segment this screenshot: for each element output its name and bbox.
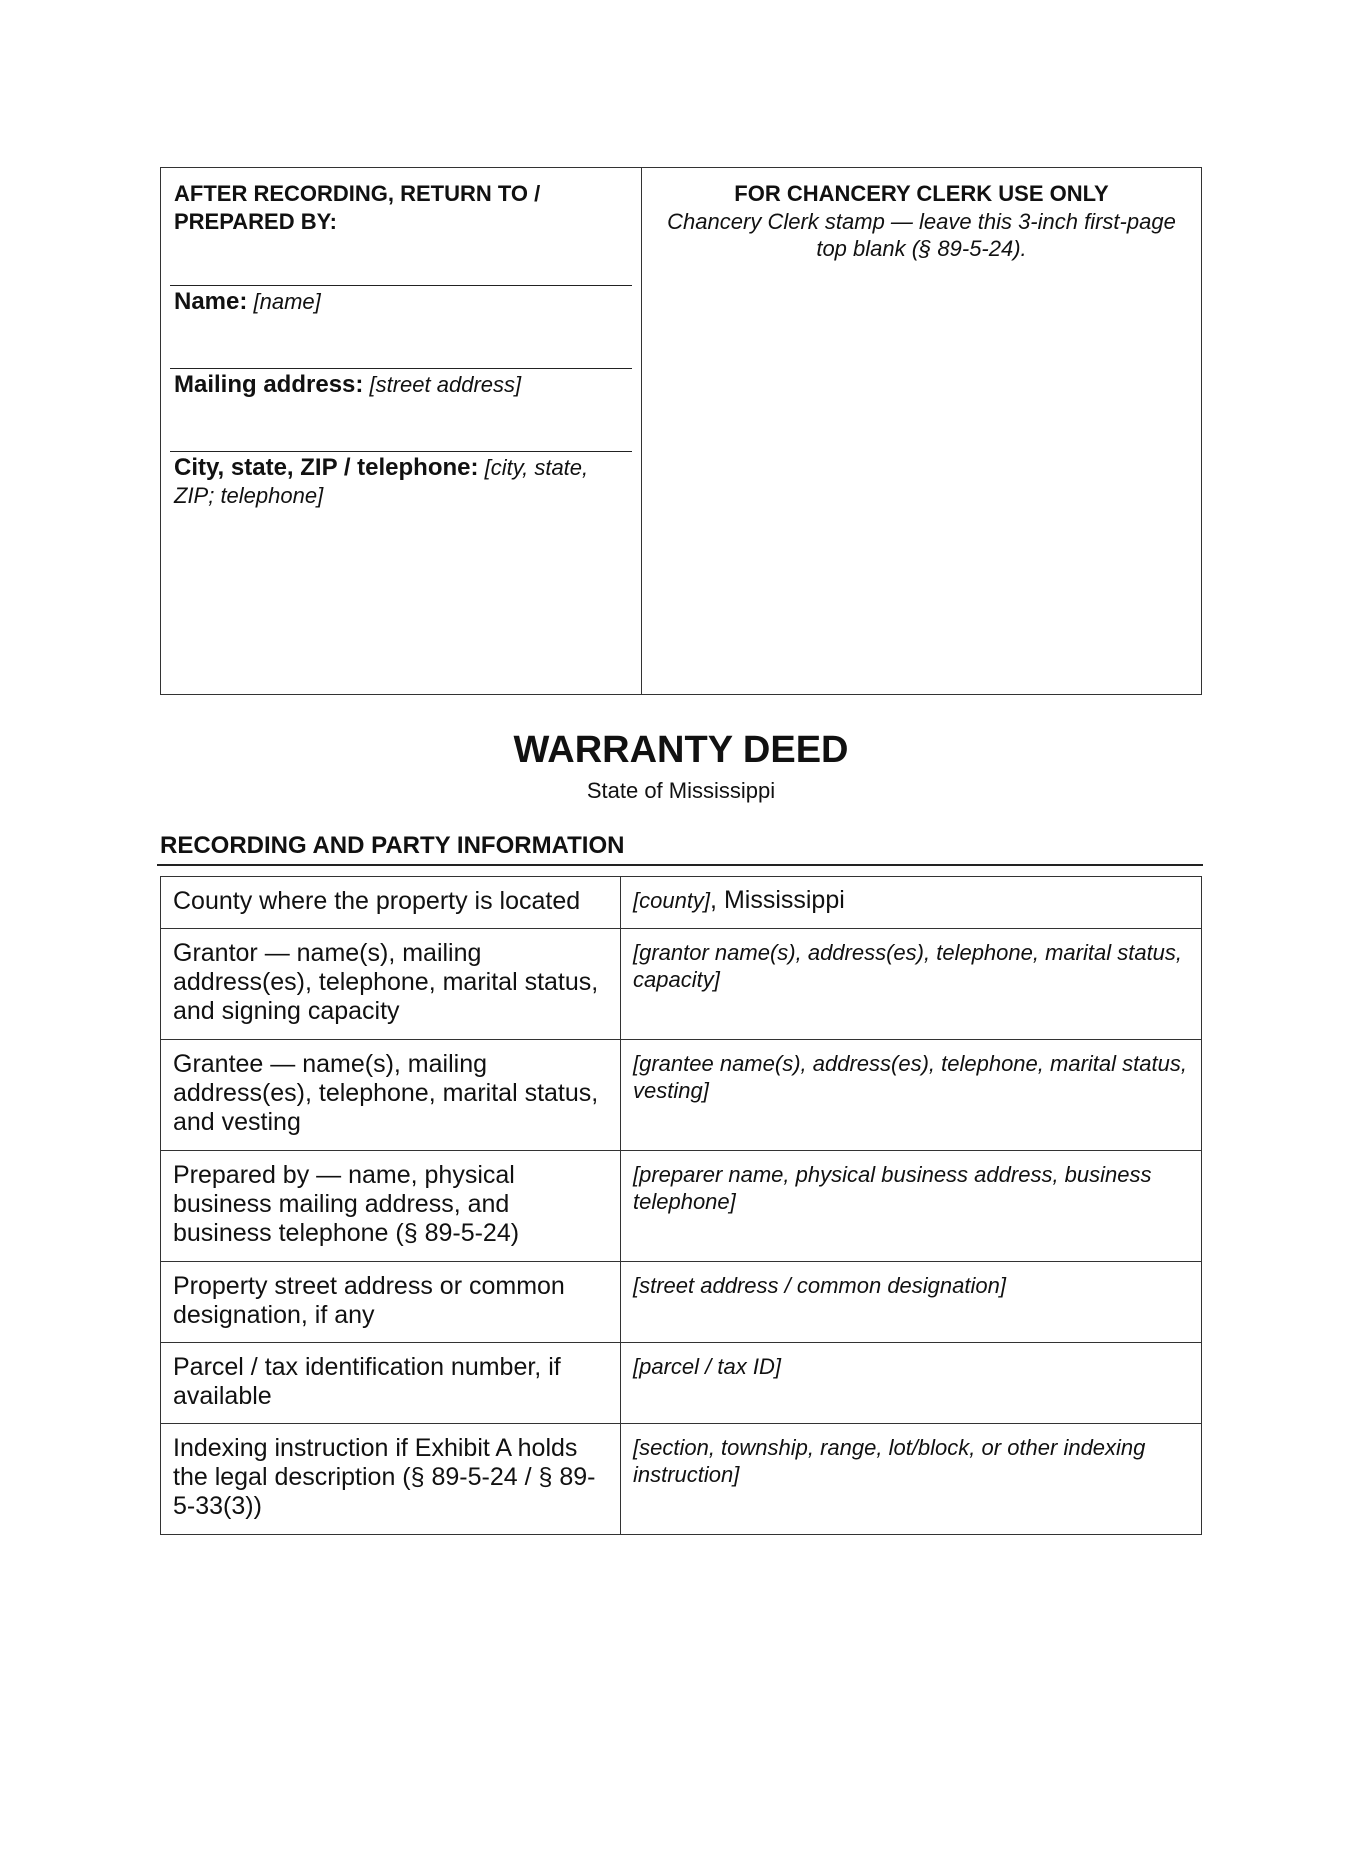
county-placeholder: [county] [633,888,711,913]
name-label: Name: [174,288,248,315]
table-row [161,1151,1202,1262]
row-label: County where the property is located [161,877,621,929]
document-title: WARRANTY DEED [513,729,849,771]
deed-page [160,167,1204,1520]
row-value: [parcel / tax ID] [621,1343,1202,1424]
name-field [174,288,630,316]
section-heading: RECORDING AND PARTY INFORMATION [160,832,625,859]
row-label: Indexing instruction if Exhibit A holds the legal description (§ 89-5-24 / § 89-5-33(3)) [161,1424,621,1535]
clerk-note: Chancery Clerk stamp — leave this 3-inch first-page top blank (§ 89-5-24). [667,209,1176,261]
row-label: Parcel / tax identification number, if available [161,1343,621,1424]
row-value: [grantee name(s), address(es), telephone, marital status, vesting] [621,1040,1202,1151]
mailing-line [170,368,632,369]
mailing-label: Mailing address: [174,371,364,398]
clerk-use-panel [642,168,1201,694]
section-rule [157,864,1203,866]
table-row [161,1343,1202,1424]
row-value: [grantor name(s), address(es), telephone, marital status, capacity] [621,929,1202,1040]
mailing-field [174,371,630,399]
row-label: Grantee — name(s), mailing address(es), telephone, marital status, and vesting [161,1040,621,1151]
recording-header-box [160,167,1202,695]
city-field [174,454,630,510]
row-value: [section, township, range, lot/block, or other indexing instruction] [621,1424,1202,1535]
table-row [161,1040,1202,1151]
document-subtitle: State of Mississippi [586,778,776,803]
party-info-table [160,876,1202,1535]
table-row [161,929,1202,1040]
city-placeholder: [city, state, ZIP; telephone] [174,455,589,508]
row-value [621,877,1202,929]
clerk-title: FOR CHANCERY CLERK USE ONLY [734,181,1109,206]
return-to-panel [161,168,642,694]
table-row [161,877,1202,929]
return-to-heading: AFTER RECORDING, RETURN TO / PREPARED BY: [174,181,541,234]
row-label: Prepared by — name, physical business mailing address, and business telephone (§ 89-5-24) [161,1151,621,1262]
row-value: [preparer name, physical business address, business telephone] [621,1151,1202,1262]
mailing-placeholder: [street address] [369,372,522,397]
name-line [170,285,632,286]
city-line [170,451,632,452]
row-label: Property street address or common designation, if any [161,1262,621,1343]
city-label: City, state, ZIP / telephone: [174,454,479,481]
table-row [161,1262,1202,1343]
name-placeholder: [name] [253,289,321,314]
row-label: Grantor — name(s), mailing address(es), telephone, marital status, and signing capacity [161,929,621,1040]
table-row [161,1424,1202,1535]
county-state: , Mississippi [710,886,845,914]
row-value: [street address / common designation] [621,1262,1202,1343]
